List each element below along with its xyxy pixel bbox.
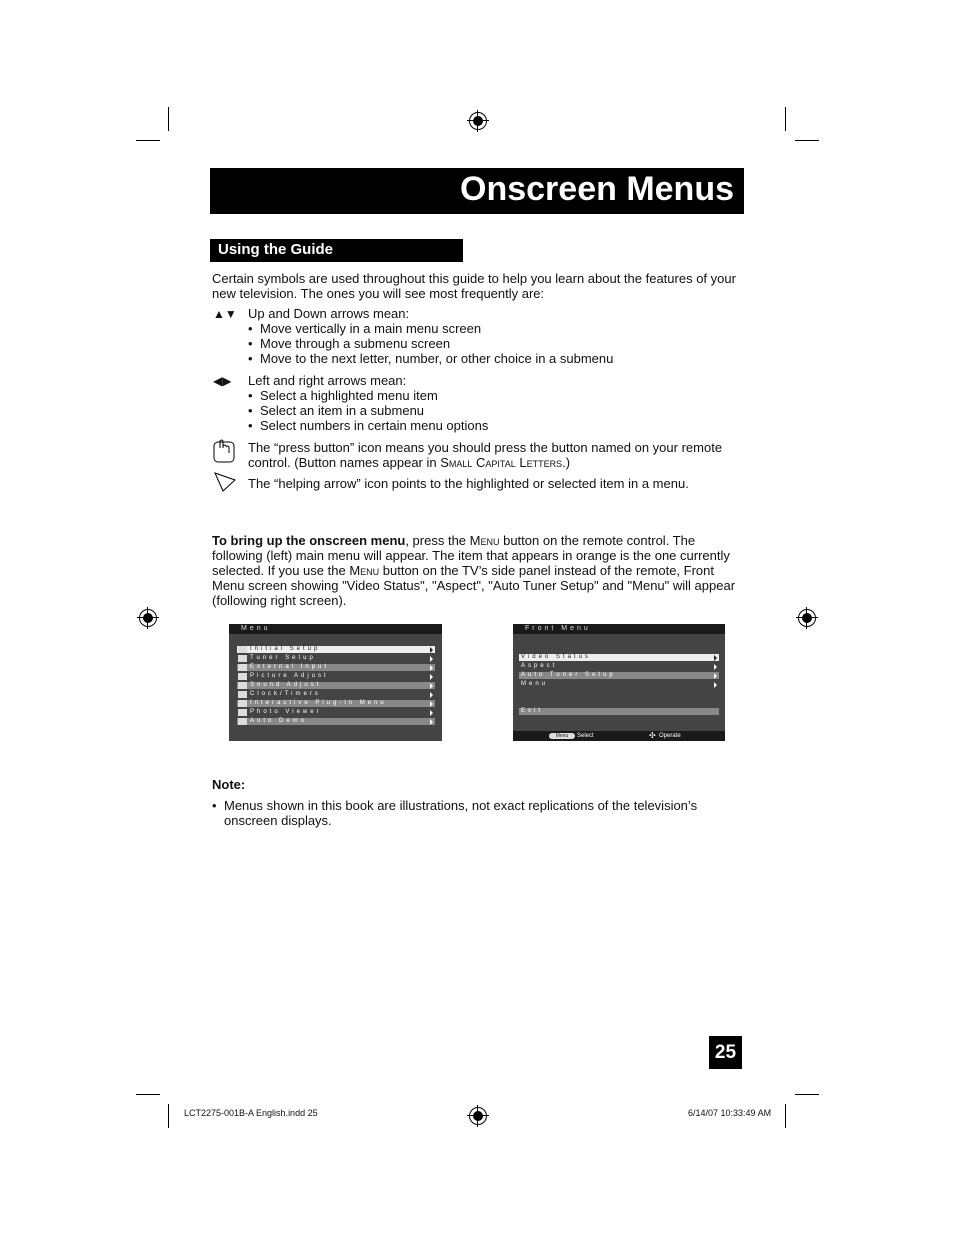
arrow-right-icon: [714, 664, 717, 670]
arrow-right-icon: [430, 656, 433, 662]
arrow-right-icon: [430, 701, 433, 707]
registration-mark-icon: [798, 609, 816, 627]
crop-mark: [785, 107, 786, 131]
camera-icon: [238, 709, 247, 716]
list-item: • Select a highlighted menu item: [248, 388, 748, 403]
note-label: Note:: [212, 777, 246, 792]
arrow-right-icon: [714, 655, 717, 661]
menu-item-initial-setup[interactable]: [237, 646, 435, 653]
wrench-icon: [238, 646, 247, 653]
press-button-text-b: .): [562, 455, 571, 470]
arrow-right-icon: [430, 647, 433, 653]
menu-item-label: External Input: [250, 664, 330, 670]
menu-item-label: Aspect: [521, 663, 558, 669]
front-menu-title: Front Menu: [513, 624, 725, 634]
arrow-right-icon: [430, 719, 433, 725]
music-note-icon: [238, 682, 247, 689]
bring-up-text-1: , press the: [405, 533, 470, 548]
up-down-block: [248, 306, 748, 366]
registration-mark-icon: [469, 112, 487, 130]
picture-icon: [238, 673, 247, 680]
menu-item-auto-demo[interactable]: [237, 718, 435, 725]
crop-mark: [136, 140, 160, 141]
left-right-block: [248, 373, 748, 433]
menu-item-photo-viewer[interactable]: [237, 709, 435, 716]
menu-item-label: Photo Viewer: [250, 709, 322, 715]
left-right-list: [248, 388, 748, 433]
main-menu-title: Menu: [229, 624, 442, 634]
menu-item-label: Initial Setup: [250, 646, 321, 652]
footer-timestamp: 6/14/07 10:33:49 AM: [688, 1108, 772, 1118]
crop-mark: [168, 1104, 169, 1128]
title-bar: [210, 168, 744, 214]
menu-item-tuner-setup[interactable]: [237, 655, 435, 662]
list-item: • Move to the next letter, number, or other choice in a submenu: [248, 351, 748, 366]
menu-item-label: Sound Adjust: [250, 682, 322, 688]
crop-mark: [795, 140, 819, 141]
arrow-right-icon: [714, 673, 717, 679]
menu-item-label: Clock/Timers: [250, 691, 321, 697]
menu-item-label: Auto Tuner Setup: [521, 672, 616, 678]
footer-operate-label: Operate: [659, 733, 681, 739]
press-button-icon: [212, 438, 238, 464]
front-menu-footer: [513, 731, 725, 741]
up-down-list: [248, 321, 748, 366]
bring-up-text-3: button on the TV’s side panel instead of the remote, Front Menu screen showing "Video Status", "Aspect", "Auto Tuner Setup" and "Menu" will appear (following right screen).: [212, 563, 736, 608]
list-item: • Select an item in a submenu: [248, 403, 748, 418]
registration-mark-icon: [139, 609, 157, 627]
arrow-right-icon: [714, 682, 717, 688]
front-menu-item-auto-tuner-setup[interactable]: [519, 672, 719, 679]
menu-item-external-input[interactable]: [237, 664, 435, 671]
footer-file-info: LCT2275-001B-A English.indd 25: [184, 1108, 318, 1118]
front-menu-item-aspect[interactable]: [519, 663, 719, 670]
main-menu-screen: [229, 624, 442, 741]
input-icon: [238, 664, 247, 671]
crop-mark: [785, 1104, 786, 1128]
list-item: • Move vertically in a main menu screen: [248, 321, 748, 336]
front-menu-screen: [513, 624, 725, 741]
note-item: • Menus shown in this book are illustrations, not exact replications of the television’s onscreen displays.: [212, 798, 742, 828]
menu-item-label: Menu: [521, 681, 549, 687]
tuner-icon: [238, 655, 247, 662]
menu-item-label: Tuner Setup: [250, 655, 316, 661]
helping-arrow-icon: [213, 471, 237, 493]
move-cross-icon: ✣: [649, 731, 656, 740]
list-item: • Select numbers in certain menu options: [248, 418, 748, 433]
helping-arrow-text: The “helping arrow” icon points to the highlighted or selected item in a menu.: [248, 476, 689, 491]
menu-item-label: Picture Adjust: [250, 673, 329, 679]
arrow-right-icon: [430, 710, 433, 716]
bring-up-text-2: button on the remote control. The following (left) main menu will appear. The item that appears in orange is the one currently selected. If you use the: [212, 533, 730, 578]
front-menu-item-video-status[interactable]: [519, 654, 719, 661]
up-down-heading: Up and Down arrows mean:: [248, 306, 410, 321]
section-heading: Using the Guide: [218, 241, 334, 258]
demo-icon: [238, 718, 247, 725]
small-caps-text: Small Capital Letters: [440, 455, 563, 470]
menu-button-badge: Menu: [549, 733, 575, 739]
front-menu-exit[interactable]: [519, 708, 719, 715]
footer-select-label: Select: [577, 733, 594, 739]
menu-item-clock-timers[interactable]: [237, 691, 435, 698]
bring-up-bold: To bring up the onscreen menu: [212, 533, 406, 548]
menu-button-name: Menu: [469, 533, 500, 548]
page-number: 25: [709, 1036, 742, 1069]
left-right-arrows-icon: ◀▶: [213, 374, 232, 388]
registration-mark-icon: [469, 1107, 487, 1125]
page-title: Onscreen Menus: [460, 170, 734, 208]
left-right-heading: Left and right arrows mean:: [248, 373, 407, 388]
arrow-right-icon: [430, 683, 433, 689]
menu-item-label: Video Status: [521, 654, 591, 660]
list-item: • Move through a submenu screen: [248, 336, 748, 351]
menu-button-name: Menu: [349, 563, 380, 578]
crop-mark: [795, 1094, 819, 1095]
bring-up-paragraph: [212, 533, 742, 608]
crop-mark: [136, 1094, 160, 1095]
up-down-arrows-icon: ▲▼: [213, 307, 237, 321]
press-button-text-a: The “press button” icon means you should press the button named on your remote control. (Button names appear in: [248, 440, 723, 470]
press-button-text: [248, 440, 728, 470]
crop-mark: [168, 107, 169, 131]
arrow-right-icon: [430, 692, 433, 698]
menu-item-label: Auto Demo: [250, 718, 308, 724]
front-menu-item-menu[interactable]: [519, 681, 719, 688]
intro-paragraph: Certain symbols are used throughout this guide to help you learn about the features of your new television. The ones you will see most frequently are:: [212, 271, 736, 301]
note-list: [212, 798, 742, 828]
clock-icon: [238, 691, 247, 698]
menu-item-interactive-plug-in-menu[interactable]: [237, 700, 435, 707]
menu-item-label: Interactive Plug-in Menu: [250, 700, 387, 706]
menu-item-picture-adjust[interactable]: [237, 673, 435, 680]
section-heading-bar: [210, 239, 463, 262]
arrow-right-icon: [430, 674, 433, 680]
menu-item-sound-adjust[interactable]: [237, 682, 435, 689]
arrow-right-icon: [430, 665, 433, 671]
menu-item-label: Exit: [521, 708, 544, 714]
plug-in-icon: [238, 700, 247, 707]
